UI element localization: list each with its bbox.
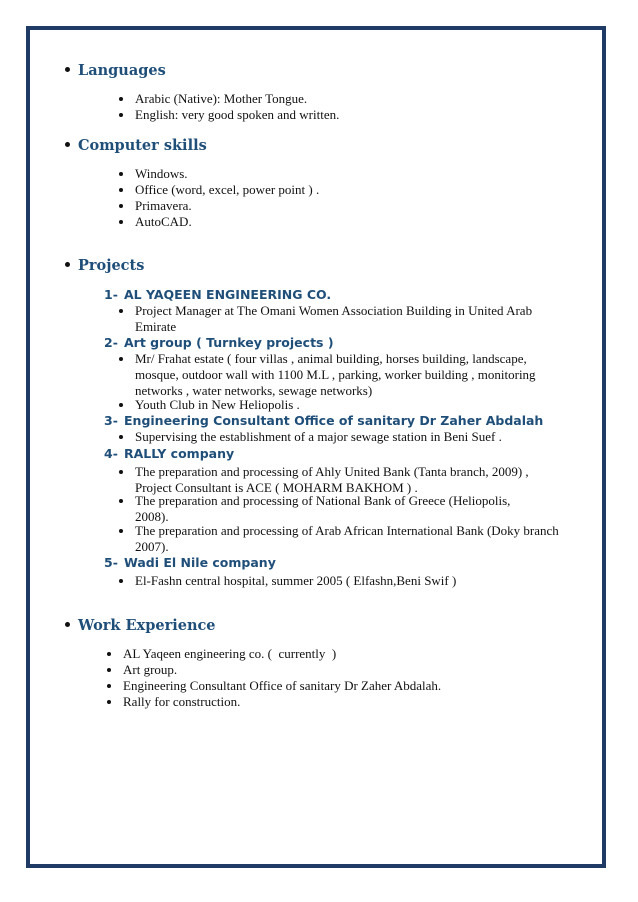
list-item: Supervising the establishment of a major sewage station in Beni Suef . [135, 429, 502, 445]
list-item: AutoCAD. [135, 214, 192, 230]
bullet-icon [107, 684, 111, 688]
bullet-icon [107, 700, 111, 704]
bullet-icon [119, 470, 123, 474]
list-item: Rally for construction. [123, 694, 240, 710]
list-item: The preparation and processing of National Bank of Greece (Heliopolis, 2008). [135, 493, 510, 525]
bullet-icon [119, 204, 123, 208]
list-item: Arabic (Native): Mother Tongue. [135, 91, 307, 107]
bullet-icon [119, 309, 123, 313]
section-title-projects: Projects [78, 257, 144, 274]
list-item: Primavera. [135, 198, 192, 214]
bullet-icon [119, 403, 123, 407]
list-item: Mr/ Frahat estate ( four villas , animal building, horses building, landscape, mosque, outdoor wall with 1100 M.L , parking, worker building , monitoring networks , water networks, sewage networks) [135, 351, 536, 399]
list-item: English: very good spoken and written. [135, 107, 339, 123]
list-item: Office (word, excel, power point ) . [135, 182, 319, 198]
bullet-icon [65, 622, 70, 627]
bullet-icon [119, 579, 123, 583]
bullet-icon [119, 529, 123, 533]
list-item: The preparation and processing of Ahly United Bank (Tanta branch, 2009) , Project Consultant is ACE ( MOHARM BAKHOM ) . [135, 464, 529, 496]
section-title-computer-skills: Computer skills [78, 137, 207, 154]
list-item: The preparation and processing of Arab African International Bank (Doky branch 2007). [135, 523, 559, 555]
bullet-icon [119, 172, 123, 176]
bullet-icon [107, 652, 111, 656]
list-item: Youth Club in New Heliopolis . [135, 397, 300, 413]
list-item: El-Fashn central hospital, summer 2005 ( Elfashn,Beni Swif ) [135, 573, 456, 589]
bullet-icon [119, 113, 123, 117]
list-item: Engineering Consultant Office of sanitary Dr Zaher Abdalah. [123, 678, 441, 694]
section-title-languages: Languages [78, 62, 166, 79]
bullet-icon [65, 262, 70, 267]
bullet-icon [119, 357, 123, 361]
bullet-icon [107, 668, 111, 672]
list-item: AL Yaqeen engineering co. ( currently ) [123, 646, 336, 662]
bullet-icon [119, 499, 123, 503]
section-title-work-experience: Work Experience [78, 617, 216, 634]
bullet-icon [65, 142, 70, 147]
bullet-icon [119, 97, 123, 101]
list-item: Windows. [135, 166, 188, 182]
bullet-icon [119, 188, 123, 192]
bullet-icon [119, 435, 123, 439]
bullet-icon [119, 220, 123, 224]
list-item: Project Manager at The Omani Women Association Building in United Arab Emirate [135, 303, 532, 335]
list-item: Art group. [123, 662, 177, 678]
bullet-icon [65, 67, 70, 72]
